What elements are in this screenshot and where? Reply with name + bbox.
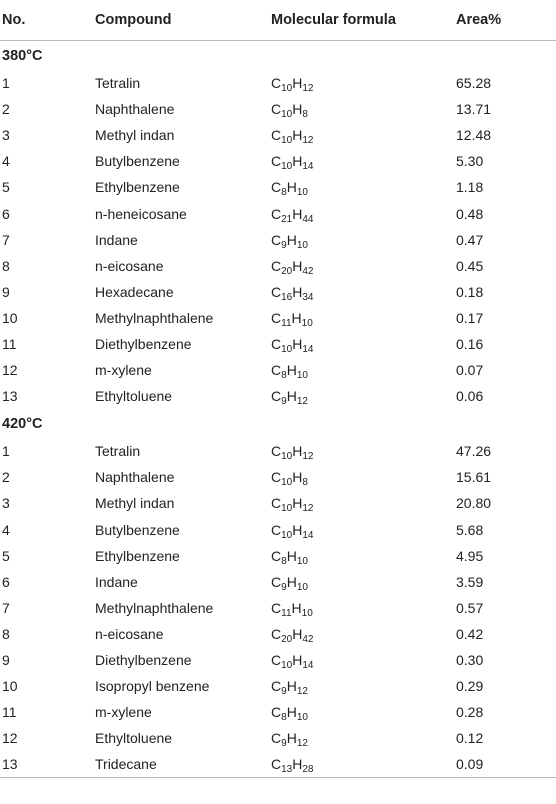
formula-element: C <box>271 443 282 460</box>
cell-formula <box>271 101 456 121</box>
formula-subscript: 9 <box>281 239 287 251</box>
formula-subscript: 9 <box>281 581 287 593</box>
formula-element: C <box>271 756 282 773</box>
table-row <box>0 227 556 253</box>
cell-compound: m-xylene <box>95 362 152 379</box>
cell-no: 2 <box>2 101 10 118</box>
formula-element: C <box>271 547 282 564</box>
formula-element: H <box>292 625 303 642</box>
cell-no: 8 <box>2 257 10 274</box>
formula-element: C <box>271 573 282 590</box>
formula-subscript: 14 <box>302 660 314 672</box>
formula-subscript: 10 <box>296 581 308 593</box>
formula-element: C <box>271 599 282 616</box>
table-row <box>0 751 556 777</box>
cell-area: 0.06 <box>456 388 484 405</box>
formula-subscript: 10 <box>281 161 293 173</box>
formula-element: C <box>271 652 282 669</box>
cell-formula <box>271 257 456 277</box>
formula-subscript: 34 <box>302 291 314 303</box>
table-row <box>0 253 556 279</box>
cell-formula <box>271 678 456 698</box>
formula-element: C <box>271 283 282 300</box>
group-header-row <box>0 409 556 438</box>
formula-subscript: 12 <box>296 396 308 408</box>
formula-subscript: 8 <box>302 477 308 489</box>
cell-area: 0.28 <box>456 704 484 721</box>
cell-area: 0.16 <box>456 335 484 352</box>
table-row <box>0 148 556 174</box>
formula-subscript: 10 <box>281 503 293 515</box>
formula-element: C <box>271 335 282 352</box>
cell-compound: Isopropyl benzene <box>95 678 210 695</box>
table-row <box>0 517 556 543</box>
table-row <box>0 383 556 409</box>
formula-element: H <box>291 309 302 326</box>
formula-subscript: 13 <box>281 764 293 776</box>
formula-subscript: 10 <box>296 555 308 567</box>
cell-no: 6 <box>2 573 10 590</box>
formula-element: H <box>286 362 297 379</box>
formula-element: H <box>292 335 303 352</box>
header-formula: Molecular formula <box>271 12 396 28</box>
cell-compound: Methylnaphthalene <box>95 599 214 616</box>
cell-area: 5.68 <box>456 521 484 538</box>
cell-no: 2 <box>2 469 10 486</box>
cell-no: 5 <box>2 547 10 564</box>
formula-subscript: 10 <box>281 109 293 121</box>
group-header-row <box>0 41 556 70</box>
cell-no: 8 <box>2 625 10 642</box>
cell-compound: Tridecane <box>95 756 157 773</box>
cell-formula <box>271 283 456 303</box>
cell-formula <box>271 573 456 593</box>
formula-element: H <box>292 75 303 92</box>
table-row <box>0 200 556 226</box>
cell-formula <box>271 730 456 750</box>
formula-subscript: 8 <box>281 555 287 567</box>
formula-subscript: 10 <box>296 370 308 382</box>
formula-element: C <box>271 153 282 170</box>
group-label: 380°C <box>2 47 43 64</box>
formula-element: H <box>292 521 303 538</box>
cell-compound: Tetralin <box>95 75 141 92</box>
cell-formula <box>271 127 456 147</box>
formula-element: H <box>292 257 303 274</box>
formula-subscript: 12 <box>302 451 314 463</box>
header-area: Area% <box>456 12 502 28</box>
cell-area: 0.29 <box>456 678 484 695</box>
formula-element: C <box>271 704 282 721</box>
formula-subscript: 28 <box>302 764 314 776</box>
formula-element: C <box>271 101 282 118</box>
cell-no: 3 <box>2 127 10 144</box>
cell-area: 3.59 <box>456 573 484 590</box>
cell-area: 0.57 <box>456 599 484 616</box>
cell-no: 7 <box>2 599 10 616</box>
cell-area: 12.48 <box>456 127 492 144</box>
cell-area: 0.42 <box>456 625 484 642</box>
cell-no: 6 <box>2 205 10 222</box>
cell-compound: Ethyltoluene <box>95 388 173 405</box>
formula-element: H <box>292 153 303 170</box>
cell-compound: Ethylbenzene <box>95 179 180 196</box>
table-header-row <box>0 0 556 40</box>
cell-area: 0.30 <box>456 652 484 669</box>
cell-formula <box>271 469 456 489</box>
formula-element: C <box>271 75 282 92</box>
formula-element: C <box>271 495 282 512</box>
formula-element: H <box>292 469 303 486</box>
cell-formula <box>271 756 456 776</box>
cell-area: 0.07 <box>456 362 484 379</box>
table-row <box>0 96 556 122</box>
cell-formula <box>271 599 456 619</box>
formula-element: C <box>271 469 282 486</box>
table-row <box>0 647 556 673</box>
formula-subscript: 42 <box>302 265 314 277</box>
cell-area: 20.80 <box>456 495 492 512</box>
table-row <box>0 331 556 357</box>
cell-formula <box>271 495 456 515</box>
cell-formula <box>271 547 456 567</box>
cell-area: 1.18 <box>456 179 484 196</box>
cell-compound: Methyl indan <box>95 495 175 512</box>
table-row <box>0 464 556 490</box>
formula-element: H <box>286 231 297 248</box>
formula-element: H <box>292 652 303 669</box>
cell-area: 0.09 <box>456 756 484 773</box>
formula-subscript: 10 <box>281 451 293 463</box>
cell-formula <box>271 443 456 463</box>
table-row <box>0 621 556 647</box>
formula-element: H <box>286 547 297 564</box>
cell-no: 4 <box>2 521 10 538</box>
cell-compound: Naphthalene <box>95 469 175 486</box>
cell-no: 1 <box>2 443 10 460</box>
formula-subscript: 12 <box>302 83 314 95</box>
formula-element: H <box>286 730 297 747</box>
formula-element: C <box>271 521 282 538</box>
formula-element: H <box>292 127 303 144</box>
cell-area: 0.48 <box>456 205 484 222</box>
formula-subscript: 8 <box>302 109 308 121</box>
cell-formula <box>271 362 456 382</box>
cell-no: 3 <box>2 495 10 512</box>
formula-subscript: 10 <box>301 607 313 619</box>
formula-element: C <box>271 678 282 695</box>
cell-compound: Naphthalene <box>95 101 175 118</box>
formula-element: H <box>286 678 297 695</box>
table-row <box>0 543 556 569</box>
formula-element: C <box>271 625 282 642</box>
formula-element: H <box>292 443 303 460</box>
table-row <box>0 490 556 516</box>
cell-compound: Indane <box>95 231 138 248</box>
cell-area: 65.28 <box>456 75 492 92</box>
cell-compound: n-heneicosane <box>95 205 187 222</box>
cell-no: 10 <box>2 678 18 695</box>
formula-subscript: 10 <box>296 712 308 724</box>
formula-subscript: 21 <box>281 213 293 225</box>
cell-compound: m-xylene <box>95 704 152 721</box>
formula-subscript: 10 <box>281 529 293 541</box>
cell-no: 7 <box>2 231 10 248</box>
cell-formula <box>271 388 456 408</box>
bottom-rule <box>0 777 556 778</box>
formula-subscript: 10 <box>281 477 293 489</box>
cell-no: 13 <box>2 756 18 773</box>
cell-area: 47.26 <box>456 443 492 460</box>
formula-subscript: 44 <box>302 213 314 225</box>
formula-subscript: 12 <box>296 686 308 698</box>
cell-compound: Methylnaphthalene <box>95 309 214 326</box>
formula-subscript: 10 <box>281 660 293 672</box>
cell-formula <box>271 75 456 95</box>
cell-formula <box>271 704 456 724</box>
formula-subscript: 42 <box>302 633 314 645</box>
cell-no: 5 <box>2 179 10 196</box>
cell-formula <box>271 625 456 645</box>
formula-element: H <box>292 205 303 222</box>
header-compound: Compound <box>95 12 172 28</box>
formula-subscript: 9 <box>281 686 287 698</box>
formula-subscript: 12 <box>296 738 308 750</box>
formula-element: C <box>271 309 282 326</box>
cell-area: 5.30 <box>456 153 484 170</box>
cell-area: 0.45 <box>456 257 484 274</box>
formula-element: H <box>286 179 297 196</box>
cell-compound: Diethylbenzene <box>95 335 192 352</box>
table-row <box>0 673 556 699</box>
formula-subscript: 11 <box>281 607 292 619</box>
cell-no: 9 <box>2 283 10 300</box>
formula-subscript: 12 <box>302 135 314 147</box>
formula-element: H <box>292 756 303 773</box>
cell-formula <box>271 205 456 225</box>
formula-element: C <box>271 257 282 274</box>
cell-compound: n-eicosane <box>95 257 164 274</box>
formula-subscript: 10 <box>281 343 293 355</box>
formula-subscript: 10 <box>296 239 308 251</box>
cell-formula <box>271 652 456 672</box>
cell-compound: Hexadecane <box>95 283 174 300</box>
formula-element: H <box>286 573 297 590</box>
table-row <box>0 122 556 148</box>
formula-subscript: 8 <box>281 187 287 199</box>
formula-element: H <box>292 283 303 300</box>
formula-element: C <box>271 730 282 747</box>
formula-subscript: 9 <box>281 738 287 750</box>
formula-subscript: 12 <box>302 503 314 515</box>
cell-no: 11 <box>2 704 17 721</box>
formula-element: H <box>292 101 303 118</box>
table-row <box>0 70 556 96</box>
formula-element: H <box>292 495 303 512</box>
formula-subscript: 10 <box>281 83 293 95</box>
formula-element: C <box>271 362 282 379</box>
cell-compound: Indane <box>95 573 138 590</box>
table-body <box>0 41 556 777</box>
cell-area: 13.71 <box>456 101 492 118</box>
group-label: 420°C <box>2 415 43 432</box>
cell-compound: Butylbenzene <box>95 153 180 170</box>
table-row <box>0 438 556 464</box>
cell-no: 9 <box>2 652 10 669</box>
formula-element: H <box>286 704 297 721</box>
table-row <box>0 699 556 725</box>
cell-area: 0.12 <box>456 730 484 747</box>
formula-subscript: 10 <box>281 135 293 147</box>
table-row <box>0 279 556 305</box>
cell-no: 12 <box>2 730 18 747</box>
formula-subscript: 9 <box>281 396 287 408</box>
cell-area: 0.17 <box>456 309 484 326</box>
cell-area: 15.61 <box>456 469 492 486</box>
table-row <box>0 569 556 595</box>
cell-formula <box>271 521 456 541</box>
cell-formula <box>271 335 456 355</box>
formula-subscript: 14 <box>302 161 314 173</box>
formula-element: C <box>271 179 282 196</box>
cell-compound: Tetralin <box>95 443 141 460</box>
formula-subscript: 14 <box>302 343 314 355</box>
formula-element: C <box>271 231 282 248</box>
formula-element: C <box>271 205 282 222</box>
cell-compound: Ethylbenzene <box>95 547 180 564</box>
cell-no: 1 <box>2 75 10 92</box>
cell-compound: Methyl indan <box>95 127 175 144</box>
formula-element: C <box>271 127 282 144</box>
cell-area: 4.95 <box>456 547 484 564</box>
cell-no: 4 <box>2 153 10 170</box>
table-row <box>0 174 556 200</box>
formula-element: C <box>271 388 282 405</box>
cell-formula <box>271 309 456 329</box>
formula-subscript: 10 <box>296 187 308 199</box>
cell-compound: n-eicosane <box>95 625 164 642</box>
formula-subscript: 10 <box>301 317 313 329</box>
table-row <box>0 725 556 751</box>
cell-formula <box>271 231 456 251</box>
formula-subscript: 8 <box>281 712 287 724</box>
formula-subscript: 16 <box>281 291 293 303</box>
formula-subscript: 20 <box>281 633 293 645</box>
formula-element: H <box>286 388 297 405</box>
formula-subscript: 8 <box>281 370 287 382</box>
table-row <box>0 357 556 383</box>
cell-no: 11 <box>2 335 17 352</box>
header-no: No. <box>2 12 26 28</box>
cell-no: 10 <box>2 309 18 326</box>
formula-subscript: 14 <box>302 529 314 541</box>
cell-no: 12 <box>2 362 18 379</box>
cell-no: 13 <box>2 388 18 405</box>
cell-formula <box>271 179 456 199</box>
cell-area: 0.47 <box>456 231 484 248</box>
table-row <box>0 595 556 621</box>
table-row <box>0 305 556 331</box>
formula-element: H <box>291 599 302 616</box>
cell-compound: Butylbenzene <box>95 521 180 538</box>
formula-subscript: 20 <box>281 265 293 277</box>
cell-compound: Diethylbenzene <box>95 652 192 669</box>
cell-compound: Ethyltoluene <box>95 730 173 747</box>
formula-subscript: 11 <box>281 317 292 329</box>
cell-formula <box>271 153 456 173</box>
cell-area: 0.18 <box>456 283 484 300</box>
